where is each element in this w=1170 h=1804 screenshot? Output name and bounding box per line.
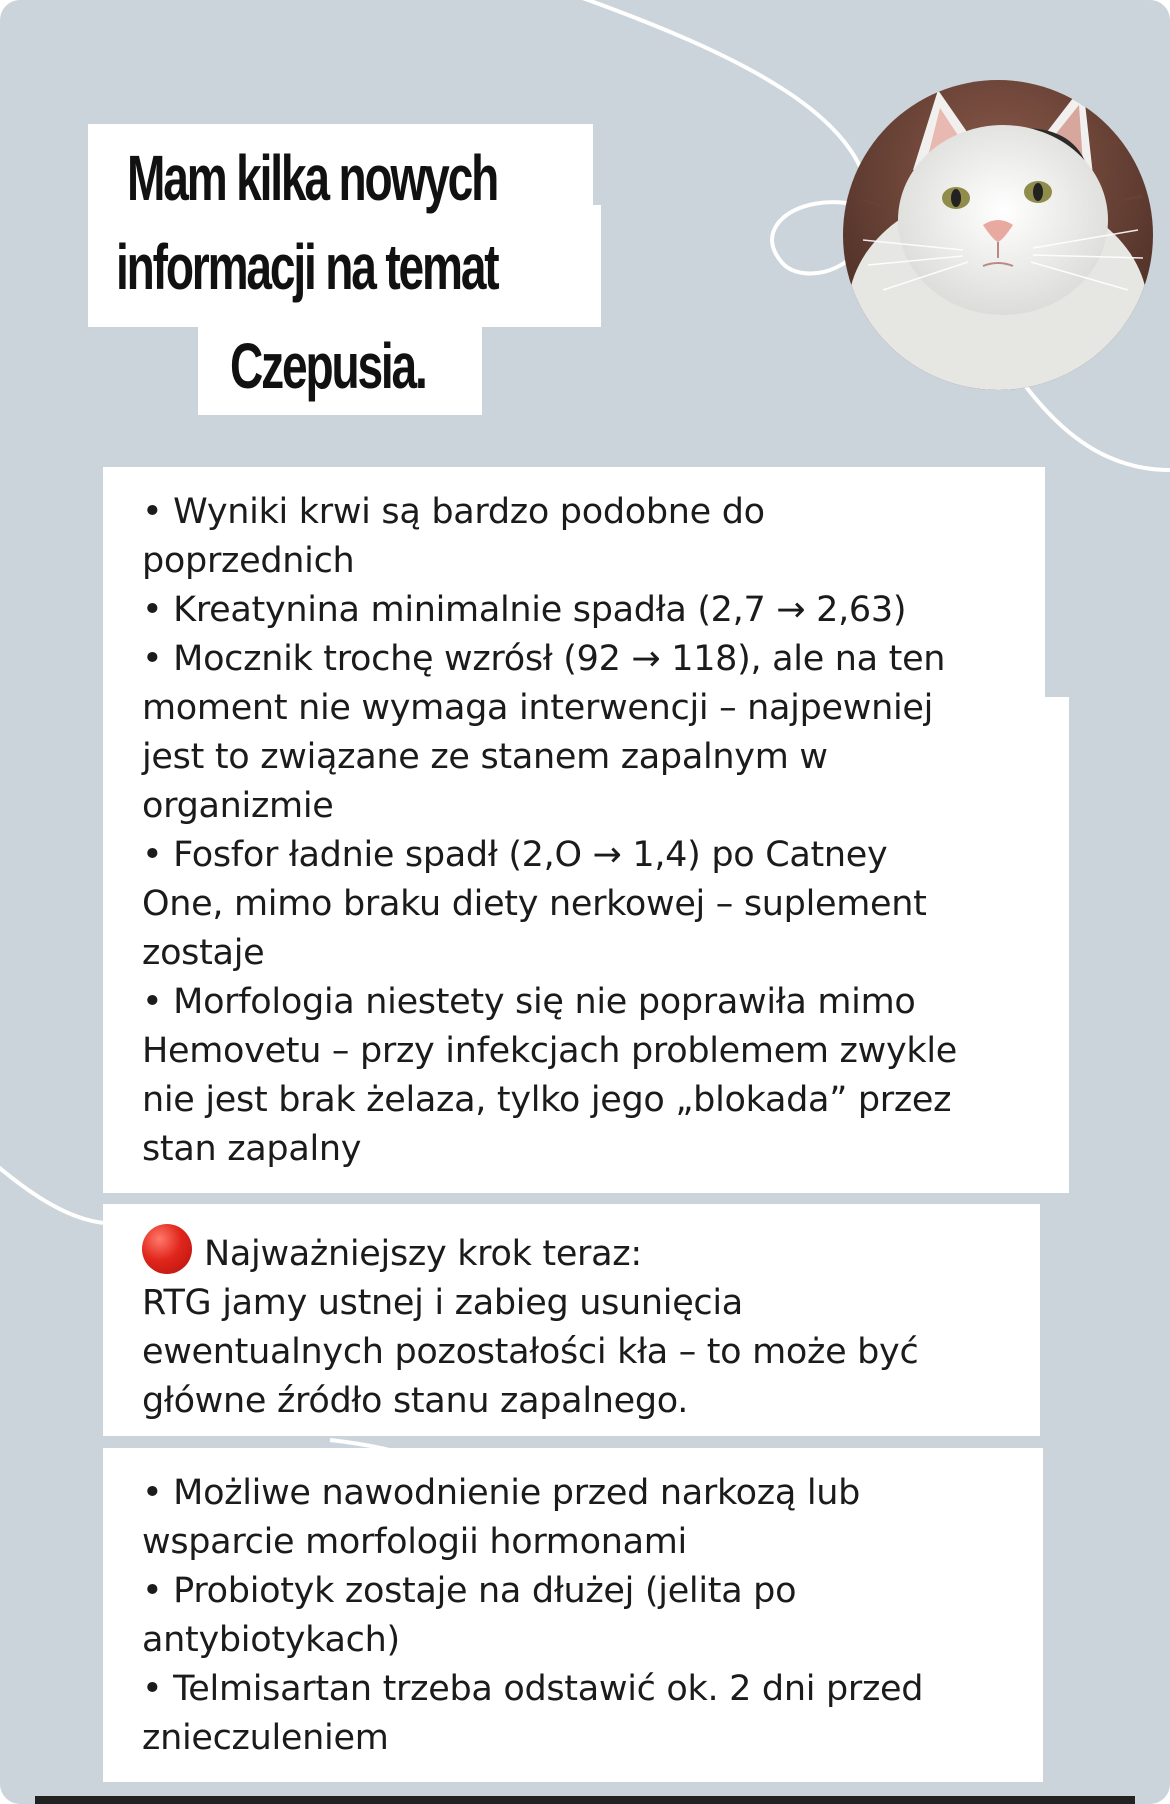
text-line: • Mocznik trochę wzrósł (92 → 118), ale na ten <box>142 639 946 679</box>
text-line: One, mimo braku diety nerkowej – suplement <box>142 884 927 924</box>
text-line: • Morfologia niestety się nie poprawiła mimo <box>142 982 916 1022</box>
cat-photo-icon <box>843 80 1153 390</box>
additional-notes-text <box>142 1469 1042 1763</box>
text-line: organizmie <box>142 786 334 826</box>
heading-text: Najważniejszy krok teraz: <box>204 1234 642 1274</box>
text-line: RTG jamy ustnej i zabieg usunięcia <box>142 1283 743 1323</box>
red-circle-icon <box>142 1224 192 1274</box>
text-line: • Wyniki krwi są bardzo podobne do <box>142 492 765 532</box>
text-line: • Możliwe nawodnienie przed narkozą lub <box>142 1473 861 1513</box>
next-step-heading <box>142 1224 1042 1279</box>
title-line-1: Mam kilka nowych <box>127 142 498 214</box>
blood-results-text <box>142 488 1072 1174</box>
next-step-text <box>142 1224 1042 1426</box>
text-line: poprzednich <box>142 541 355 581</box>
text-line: nie jest brak żelaza, tylko jego „blokada” przez <box>142 1080 952 1120</box>
text-line: stan zapalny <box>142 1129 362 1169</box>
title-line-2: informacji na temat <box>116 231 498 303</box>
text-line: moment nie wymaga interwencji – najpewniej <box>142 688 934 728</box>
text-line: wsparcie morfologii hormonami <box>142 1522 687 1562</box>
text-line: • Fosfor ładnie spadł (2,O → 1,4) po Catney <box>142 835 888 875</box>
text-line: antybiotykach) <box>142 1620 400 1660</box>
text-line: Hemovetu – przy infekcjach problemem zwykle <box>142 1031 957 1071</box>
text-line: główne źródło stanu zapalnego. <box>142 1381 689 1421</box>
text-line: • Probiotyk zostaje na dłużej (jelita po <box>142 1571 797 1611</box>
text-line: znieczuleniem <box>142 1718 389 1758</box>
text-line: • Kreatynina minimalnie spadła (2,7 → 2,63) <box>142 590 907 630</box>
text-line: ewentualnych pozostałości kła – to może być <box>142 1332 919 1372</box>
text-line: zostaje <box>142 933 265 973</box>
bottom-bar <box>35 1796 1135 1804</box>
text-line: jest to związane ze stanem zapalnym w <box>142 737 828 777</box>
text-line: • Telmisartan trzeba odstawić ok. 2 dni przed <box>142 1669 924 1709</box>
title-line-3: Czepusia. <box>230 330 426 402</box>
